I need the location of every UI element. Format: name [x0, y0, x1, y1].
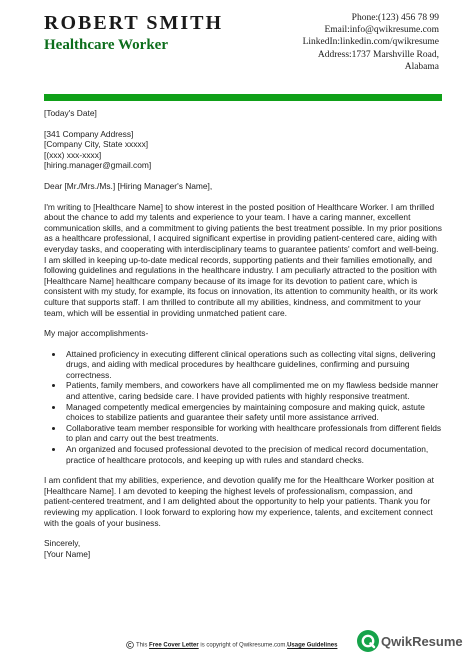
contact-block: [303, 12, 439, 73]
address-line: [341 Company Address]: [44, 128, 134, 139]
copyright-icon: [126, 641, 134, 649]
contact-email: Email:info@qwikresume.com: [324, 25, 439, 36]
contact-phone: Phone:(123) 456 78 99: [351, 13, 439, 23]
contact-address-state: Alabama: [404, 61, 439, 72]
qwikresume-logo-icon: [356, 629, 380, 653]
address-line: [(xxx) xxx-xxxx]: [44, 149, 102, 160]
list-item: • Patients, family members, and coworkers have all complimented me on my flawless bedside manner and attentive, caring bedside care. I have provided patients with highly responsive treatment.: [64, 380, 442, 401]
list-item: • Attained proficiency in executing different clinical operations such as collecting vital signs, delivering drugs, and aiding with medical procedures by healthcare guidelines, confirming and pursuing correctness.: [64, 349, 442, 381]
footer-copyright: [126, 641, 337, 649]
qwikresume-logo[interactable]: [356, 629, 463, 653]
closing-paragraph: I am confident that my abilities, experience, and devotion qualify me for the Healthcare Worker position at [Healthcare Name]. I am devoted to keeping the highest levels of professionalism, compassion, and patient-centered treatment, and I am delighted about the opportunity to help your patients. Thank you for reviewing my application. I look forward to exploring how my experience, talents, and excitement connect with the goals of your business.: [44, 475, 434, 528]
accomplishments-list: [44, 349, 442, 466]
signature: [Your Name]: [44, 548, 91, 559]
contact-address: Address:1737 Marshville Road,: [317, 49, 439, 60]
address-line: [Company City, State xxxxx]: [44, 139, 149, 150]
footer-middle: is copyright of Qwikresume.com.: [198, 642, 288, 649]
list-item: • Collaborative team member responsible for working with healthcare professionals from different fields to plan and carry out the best treatments.: [64, 423, 442, 444]
letter-date: [Today's Date]: [44, 108, 97, 118]
letter-body: [44, 108, 442, 559]
recipient-address: [44, 129, 442, 171]
accomplishments-heading: My major accomplishments-: [44, 328, 149, 339]
footer-prefix: This: [136, 642, 150, 649]
list-item: • Managed competently medical emergencies by maintaining composure and making quick, astute choices to stabilize patients and guarantee their safety until more assistance arrived.: [64, 402, 442, 423]
address-line: [hiring.manager@gmail.com]: [44, 160, 152, 171]
accent-divider: [44, 94, 442, 101]
salutation: Dear [Mr./Mrs./Ms.] [Hiring Manager's Name],: [44, 180, 213, 191]
job-title: Healthcare Worker: [44, 37, 168, 53]
applicant-name: ROBERT SMITH: [44, 12, 224, 34]
list-item: • An organized and focused professional devoted to the precision of medical record documentation, practice of healthcare protocols, and keeping up with rules and standard checks.: [64, 444, 442, 465]
signoff: Sincerely,: [44, 538, 81, 549]
free-cover-letter-link[interactable]: Free Cover Letter: [149, 642, 199, 649]
usage-guidelines-link[interactable]: Usage Guidelines: [287, 642, 338, 649]
contact-linkedin: LinkedIn:linkedin.com/qwikresume: [302, 37, 439, 48]
intro-paragraph: I'm writing to [Healthcare Name] to show interest in the posted position of Healthcare Worker. I am thrilled about the chance to add my talents and experience to your team. I have a caring manner, excellent communication skills, and a commitment to giving patients the best treatment possible. In my prior positions as a healthcare professional, I acquired significant expertise in providing patient-centered care, aiding with everyday tasks, and cooperating with interdisciplinary teams to guarantee patients' comfort and well-being. I am skilled in keeping up-to-date medical records, supporting patients and their families emotionally, and following guidelines and regulations in the healthcare industry. I am peculiarly attracted to the position with [Healthcare Name] healthcare company because of its image for its devotion to patient care, which is consistent with my study, for example, its focus on innovation, its attention to community health, or its work culture that supports staff. I am thrilled to contribute all my abilities, kindness, and commitment to your team, which will be essential in providing unmatched patient care.: [44, 201, 442, 318]
logo-wordmark: QwikResume: [381, 633, 463, 649]
